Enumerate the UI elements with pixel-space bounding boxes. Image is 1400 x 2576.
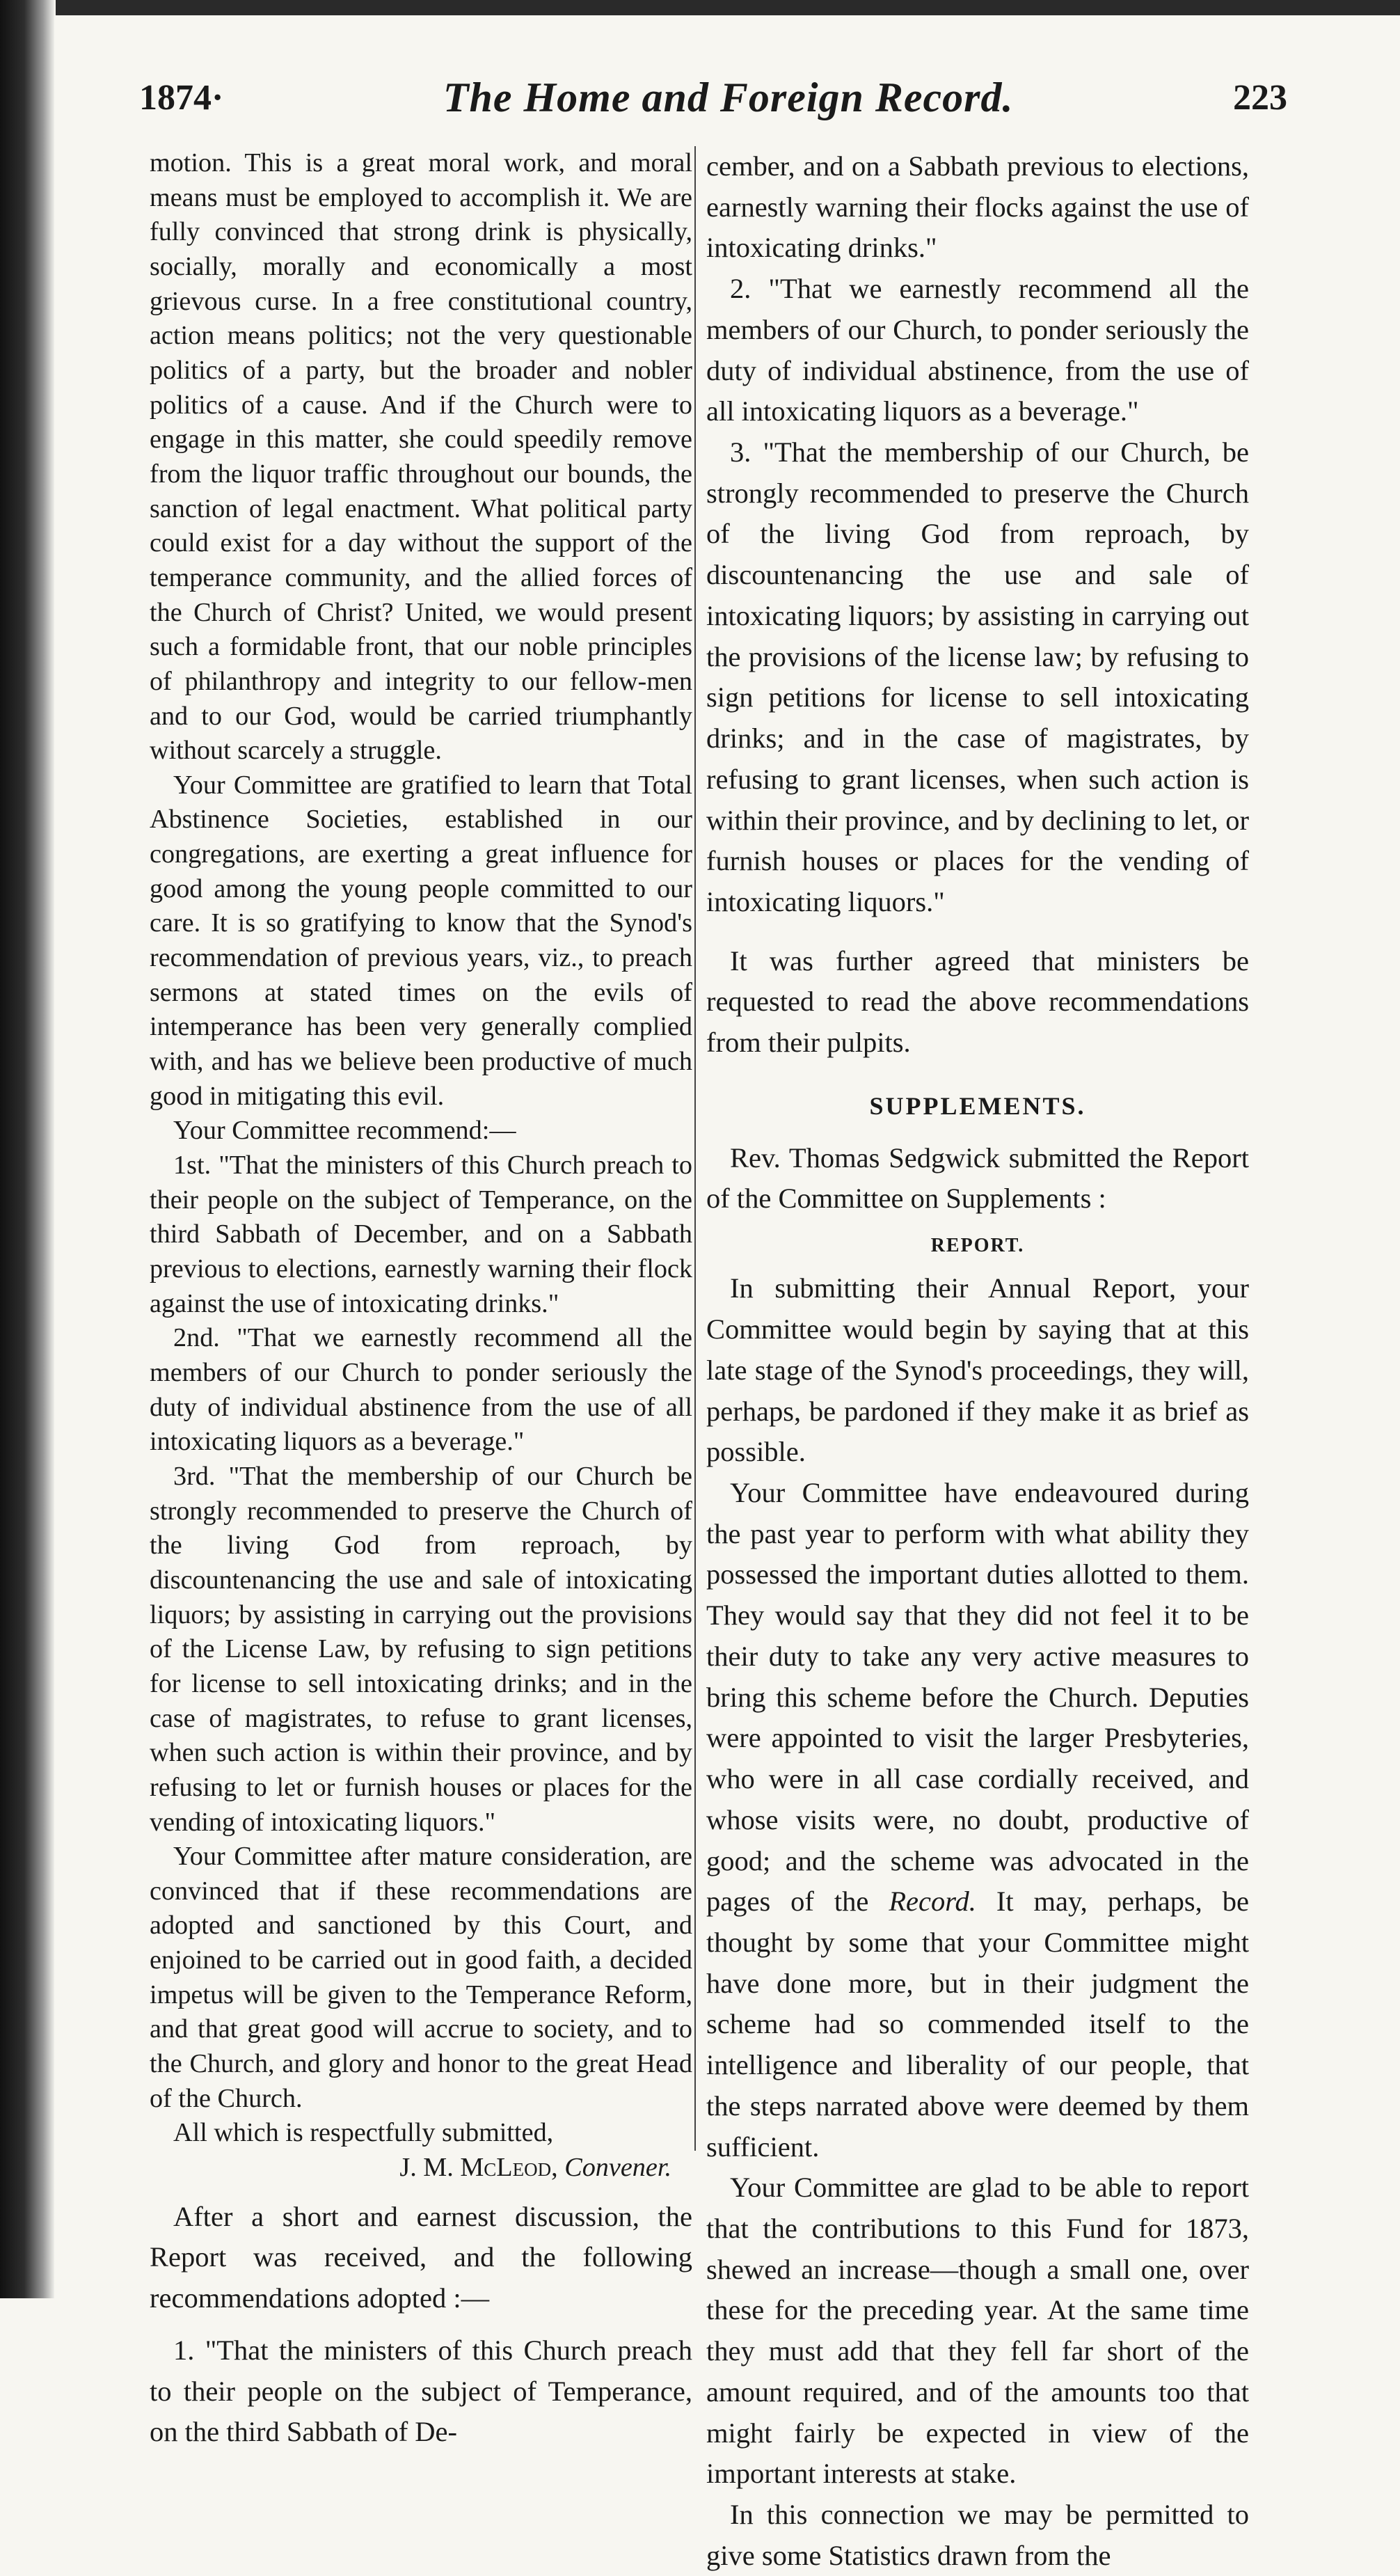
record-title: Record. [889,1886,976,1918]
publication-title: The Home and Foreign Record. [443,74,1014,120]
paragraph [706,1473,1249,2167]
paragraph-text: It may, perhaps, be thought by some that your Committee might have done more, but in their judgment the scheme had so commended itself to the intelligence and liberality of our people, that the steps narrated above were deemed by them sufficient. [706,1886,1249,2163]
paragraph: In submitting their Annual Report, your Committee would begin by saying that at this late stage of the Synod's proceedings, they will, perhaps, be pardoned if they make it as brief as possible. [706,1272,1249,1468]
paragraph: Your Committee recommend:— [173,1116,516,1146]
paragraph: Your Committee are gratified to learn that Total Abstinence Societies, established in our congregations, are exerting a great influence for good among the young people committed to our care. It is so gratifying to know that the Synod's recommendation of previous years, viz., to preach sermons at stated times on the evils of intemperance has been very generally complied with, and has we believe been productive of much good in mitigating this evil. [150,770,692,1111]
signature-name: J. M. McLeod, [399,2153,558,2183]
paragraph: All which is respectfully submitted, [173,2118,554,2148]
right-column [706,146,1249,2576]
page-number: 223 [1232,77,1287,118]
recommendation-1: 1st. "That the ministers of this Church preach to their people on the subject of Temperance, on the third Sabbath of December, and on a Sabbath previous to elections, earnestly warning their flock against the use of intoxicating drinks." [150,1151,692,1318]
paragraph: 2. "That we earnestly recommend all the members of our Church, to ponder seriously the duty of individual abstinence, from the use of all intoxicating liquors as a beverage." [706,273,1249,427]
section-heading: SUPPLEMENTS. [869,1091,1086,1120]
signature [150,2151,692,2186]
signature-role: Convener. [564,2153,671,2183]
recommendation-2: 2nd. "That we earnestly recommend all the members of our Church to ponder seriously the duty of individual abstinence from the use of all intoxicating liquors as a beverage." [150,1323,692,1457]
header-year: 1874· [139,77,224,118]
book-spine-edge [0,0,54,2298]
paragraph: 3. "That the membership of our Church, be strongly recommended to preserve the Church of the living God from reproach, by discountenancing the use and sale of intoxicating liquors; by assisting in carrying out the provisions of the license law; by refusing to sign petitions for license to sell intoxicating drinks; and in the case of magistrates, by refusing to grant licenses, when such action is within their province, and by declining to let, or furnish houses or places for the vending of intoxicating liquors." [706,436,1249,917]
page-header [139,66,1287,129]
paragraph: 1. "That the ministers of this Church preach to their people on the subject of Temperance, on the third Sabbath of De- [150,2334,692,2448]
paragraph: Rev. Thomas Sedgwick submitted the Report of the Committee on Supplements : [706,1141,1249,1215]
paragraph: motion. This is a great moral work, and moral means must be employed to accomplish it. We are fully convinced that strong drink is physically, socially, morally and economically a most grievous curse. In a free constitutional country, action means politics; not the very questionable politics of a party, but the broader and nobler politics of a cause. And if the Church were to engage in this matter, she could speedily remove from the liquor traffic throughout our bounds, the sanction of legal enactment. What political party could exist for a day without the support of the temperance community, and the allied forces of the Church of Christ? United, we would present such a formidable front, that our noble principles of philanthropy and integrity to our fellow-men and to our God, would be carried triumphantly without scarcely a struggle. [150,148,692,766]
report-heading: REPORT. [930,1235,1025,1257]
paragraph: cember, and on a Sabbath previous to elections, earnestly warning their flocks against the use of intoxicating drinks." [706,150,1249,264]
top-rule [56,0,1400,15]
paragraph-text: Your Committee have endeavoured during the past year to perform with what ability they possessed the important duties allotted to them. They would say that they did not feel it to be their duty to take any very active measures to bring this scheme before the Church. Deputies were appointed to visit the larger Presbyteries, who were in all case cordially received, and whose visits were, no doubt, productive of good; and the scheme was advocated in the pages of the [706,1477,1249,1918]
left-column [150,146,692,2453]
paragraph: After a short and earnest discussion, the Report was received, and the following recommendations adopted :— [150,2200,692,2314]
recommendation-3: 3rd. "That the membership of our Church be strongly recommended to preserve the Church of the living God from reproach, by discountenancing the use and sale of intoxicating liquors; by assisting in carrying out the provisions of the License Law, by refusing to sign petitions for license to sell intoxicating drinks; and in the case of magistrates, to refuse to grant licenses, when such action is within their province, and by refusing to let or furnish houses or places for the vending of intoxicating liquors." [150,1461,692,1837]
paragraph: Your Committee are glad to be able to report that the contributions to this Fund for 1873, shewed an increase—though a small one, over these for the preceding year. At the same time they must add that they fell far short of the amount required, and of the amounts too that might fairly be expected in view of the important interests at stake. [706,2172,1249,2490]
paragraph: It was further agreed that ministers be requested to read the above recommendations from their pulpits. [706,945,1249,1059]
paragraph: Your Committee after mature consideration, are convinced that if these recommendations are adopted and sanctioned by this Court, and enjoined to be carried out in good faith, a decided impetus will be given to the Temperance Reform, and that great good will accrue to society, and to the Church, and glory and honor to the great Head of the Church. [150,1842,692,2113]
column-divider [694,146,696,2151]
paragraph: In this connection we may be permitted to give some Statistics drawn from the [706,2499,1249,2571]
